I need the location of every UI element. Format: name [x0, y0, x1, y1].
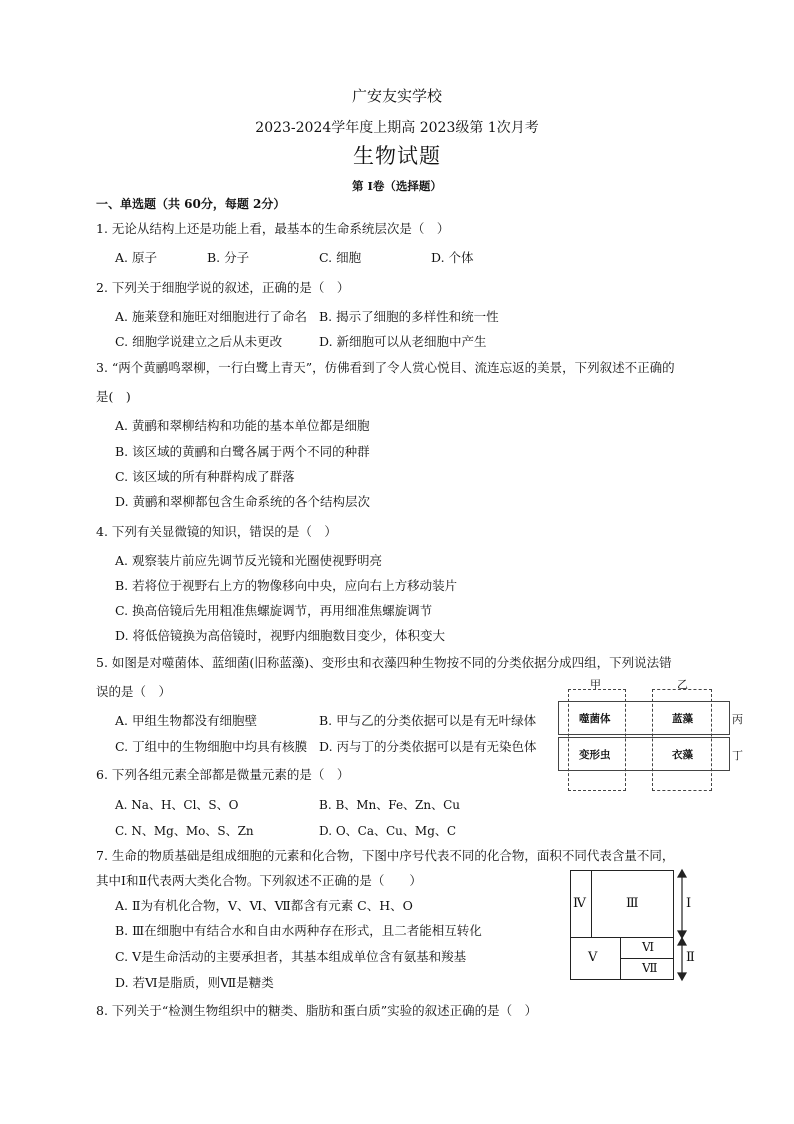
- q7-option-a: A. Ⅱ为有机化合物，Ⅴ、Ⅵ、Ⅶ都含有元素 C、H、O: [115, 898, 413, 913]
- q7-option-c: C. Ⅴ是生命活动的主要承担者，其基本组成单位含有氨基和羧基: [115, 949, 467, 964]
- q6-option-d: D. O、Ca、Cu、Mg、C: [319, 824, 457, 838]
- label-i: Ⅰ: [686, 896, 692, 911]
- question-7-stem-line1: 7. 生命的物质基础是组成细胞的元素和化合物，下图中序号代表不同的化合物，面积不同代表含量不同，: [96, 848, 675, 863]
- organism-chlamydomonas: 衣藻: [672, 749, 693, 761]
- q5-option-a: A. 甲组生物都没有细胞壁: [115, 713, 257, 728]
- q7-option-d: D. 若Ⅵ是脂质，则Ⅶ是糖类: [115, 975, 274, 990]
- label-ii: Ⅱ: [686, 950, 695, 965]
- label-iv: Ⅳ: [573, 896, 586, 911]
- organism-cyanobacteria: 蓝藻: [672, 713, 693, 725]
- q5-option-d: D. 丙与丁的分类依据可以是有无染色体: [319, 739, 537, 754]
- question-5-stem-line2: 误的是（ ）: [96, 684, 172, 699]
- q6-option-c: C. N、Mg、Mo、S、Zn: [115, 824, 254, 838]
- q5-option-c: C. 丁组中的生物细胞中均具有核膜: [115, 739, 308, 754]
- q6-option-b: B. B、Mn、Fe、Zn、Cu: [319, 798, 461, 812]
- question-4-stem: 4. 下列有关显微镜的知识，错误的是（ ）: [96, 524, 337, 539]
- q3-option-c: C. 该区域的所有种群构成了群落: [115, 469, 295, 484]
- q3-option-d: D. 黄鹂和翠柳都包含生命系统的各个结构层次: [115, 494, 371, 509]
- q2-option-c: C. 细胞学说建立之后从未更改: [115, 334, 283, 349]
- q3-option-b: B. 该区域的黄鹂和白鹭各属于两个不同的种群: [115, 444, 370, 459]
- label-vi: Ⅵ: [642, 940, 655, 954]
- q6-option-a: A. Na、H、Cl、S、O: [115, 798, 239, 812]
- label-v: Ⅴ: [588, 950, 598, 965]
- q1-option-d: D. 个体: [431, 250, 474, 265]
- classification-figure: [556, 676, 752, 792]
- q1-option-a: A. 原子: [115, 250, 157, 265]
- label-jia: 甲: [590, 678, 601, 691]
- q7-option-b: B. Ⅲ在细胞中有结合水和自由水两种存在形式，且二者能相互转化: [115, 923, 482, 938]
- section-heading: 一、单选题（共 60分，每题 2分）: [96, 197, 286, 211]
- q2-option-d: D. 新细胞可以从老细胞中产生: [319, 334, 487, 349]
- q1-option-b: B. 分子: [207, 250, 250, 265]
- label-ding: 丁: [732, 749, 743, 762]
- question-5-stem-line1: 5. 如图是对噬菌体、蓝细菌(旧称蓝藻)、变形虫和衣藻四种生物按不同的分类依据分成四组，下列说法错: [96, 655, 672, 670]
- question-1-stem: 1. 无论从结构上还是功能上看，最基本的生命系统层次是（ ）: [96, 221, 450, 236]
- label-vii: Ⅶ: [642, 961, 658, 975]
- q2-option-a: A. 施莱登和施旺对细胞进行了命名: [115, 309, 307, 324]
- question-3-stem-line2: 是( ): [96, 389, 131, 404]
- question-6-stem: 6. 下列各组元素全部都是微量元素的是（ ）: [96, 767, 350, 782]
- label-bing: 丙: [732, 713, 743, 726]
- q4-option-a: A. 观察装片前应先调节反光镜和光圈使视野明亮: [115, 553, 382, 568]
- volume-title: 第 I卷（选择题）: [352, 179, 442, 193]
- q2-option-b: B. 揭示了细胞的多样性和统一性: [319, 309, 499, 324]
- compound-area-figure: [568, 868, 698, 982]
- q4-option-d: D. 将低倍镜换为高倍镜时，视野内细胞数目变少，体积变大: [115, 628, 446, 643]
- question-2-stem: 2. 下列关于细胞学说的叙述，正确的是（ ）: [96, 280, 350, 295]
- label-yi: 乙: [677, 678, 688, 691]
- q3-option-a: A. 黄鹂和翠柳结构和功能的基本单位都是细胞: [115, 418, 370, 433]
- q4-option-b: B. 若将位于视野右上方的物像移向中央，应向右上方移动装片: [115, 578, 458, 593]
- question-8-stem: 8. 下列关于“检测生物组织中的糖类、脂肪和蛋白质”实验的叙述正确的是（ ）: [96, 1003, 538, 1018]
- q5-option-b: B. 甲与乙的分类依据可以是有无叶绿体: [319, 713, 537, 728]
- school-name: 广安友实学校: [351, 87, 442, 105]
- exam-title: 2023-2024学年度上期高 2023级第 1次月考: [255, 120, 539, 136]
- label-iii: Ⅲ: [626, 896, 639, 911]
- organism-amoeba: 变形虫: [579, 749, 611, 761]
- question-3-stem-line1: 3. “两个黄鹂鸣翠柳，一行白鹭上青天”，仿佛看到了令人赏心悦目、流连忘返的美景，下列叙述不正确的: [96, 360, 675, 375]
- question-7-stem-line2: 其中Ⅰ和Ⅱ代表两大类化合物。下列叙述不正确的是（ ）: [96, 873, 422, 888]
- q4-option-c: C. 换高倍镜后先用粗准焦螺旋调节，再用细准焦螺旋调节: [115, 603, 433, 618]
- organism-phage: 噬菌体: [579, 713, 611, 725]
- subject-title: 生物试题: [353, 144, 441, 168]
- q1-option-c: C. 细胞: [319, 250, 362, 265]
